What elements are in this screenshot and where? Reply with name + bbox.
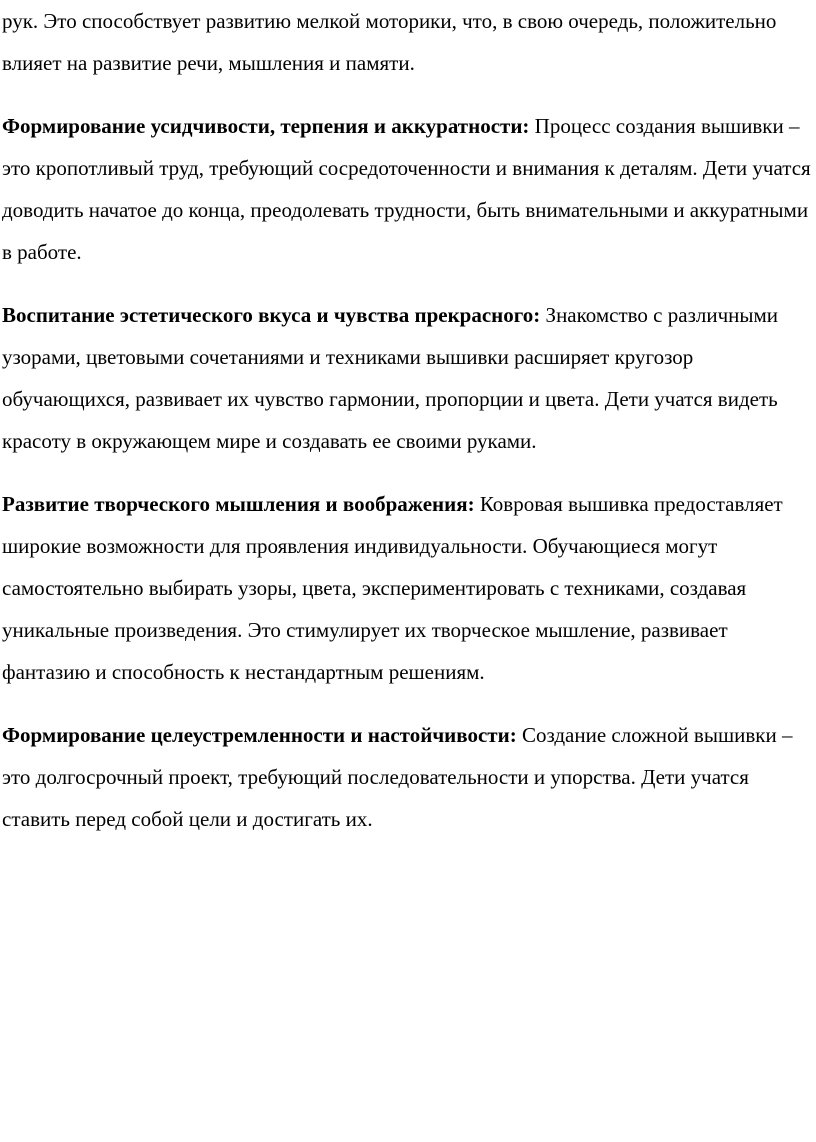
paragraph-fine-motor xyxy=(2,0,814,84)
paragraph-creative-thinking xyxy=(2,483,814,693)
paragraph-heading: Формирование целеустремленности и настойчивости: xyxy=(2,723,517,747)
paragraph-text: Ковровая вышивка предоставляет широкие возможности для проявления индивидуальности. Обучающиеся могут самостоятельно выбирать узоры, цвета, экспериментировать с техниками, создавая уникальные произведения. Это стимулирует их творческое мышление, развивает фантазию и способность к нестандартным решениям. xyxy=(2,492,783,684)
paragraph-perseverance xyxy=(2,105,814,273)
paragraph-aesthetic-taste xyxy=(2,294,814,462)
paragraph-heading: Воспитание эстетического вкуса и чувства прекрасного: xyxy=(2,303,541,327)
paragraph-determination xyxy=(2,714,814,840)
paragraph-heading: Формирование усидчивости, терпения и аккуратности: xyxy=(2,114,530,138)
paragraph-heading: Развитие творческого мышления и воображения: xyxy=(2,492,475,516)
paragraph-text: Создание сложной вышивки – это долгосрочный проект, требующий последовательности и упорства. Дети учатся ставить перед собой цели и достигать их. xyxy=(2,723,793,831)
paragraph-text: рук. Это способствует развитию мелкой моторики, что, в свою очередь, положительно влияет на развитие речи, мышления и памяти. xyxy=(2,9,777,75)
paragraph-text: Знакомство с различными узорами, цветовыми сочетаниями и техниками вышивки расширяет кругозор обучающихся, развивает их чувство гармонии, пропорции и цвета. Дети учатся видеть красоту в окружающем мире и создавать ее своими руками. xyxy=(2,303,779,453)
paragraph-text: Процесс создания вышивки – это кропотливый труд, требующий сосредоточенности и внимания к деталям. Дети учатся доводить начатое до конца, преодолевать трудности, быть внимательными и аккуратными в работе. xyxy=(2,114,811,264)
